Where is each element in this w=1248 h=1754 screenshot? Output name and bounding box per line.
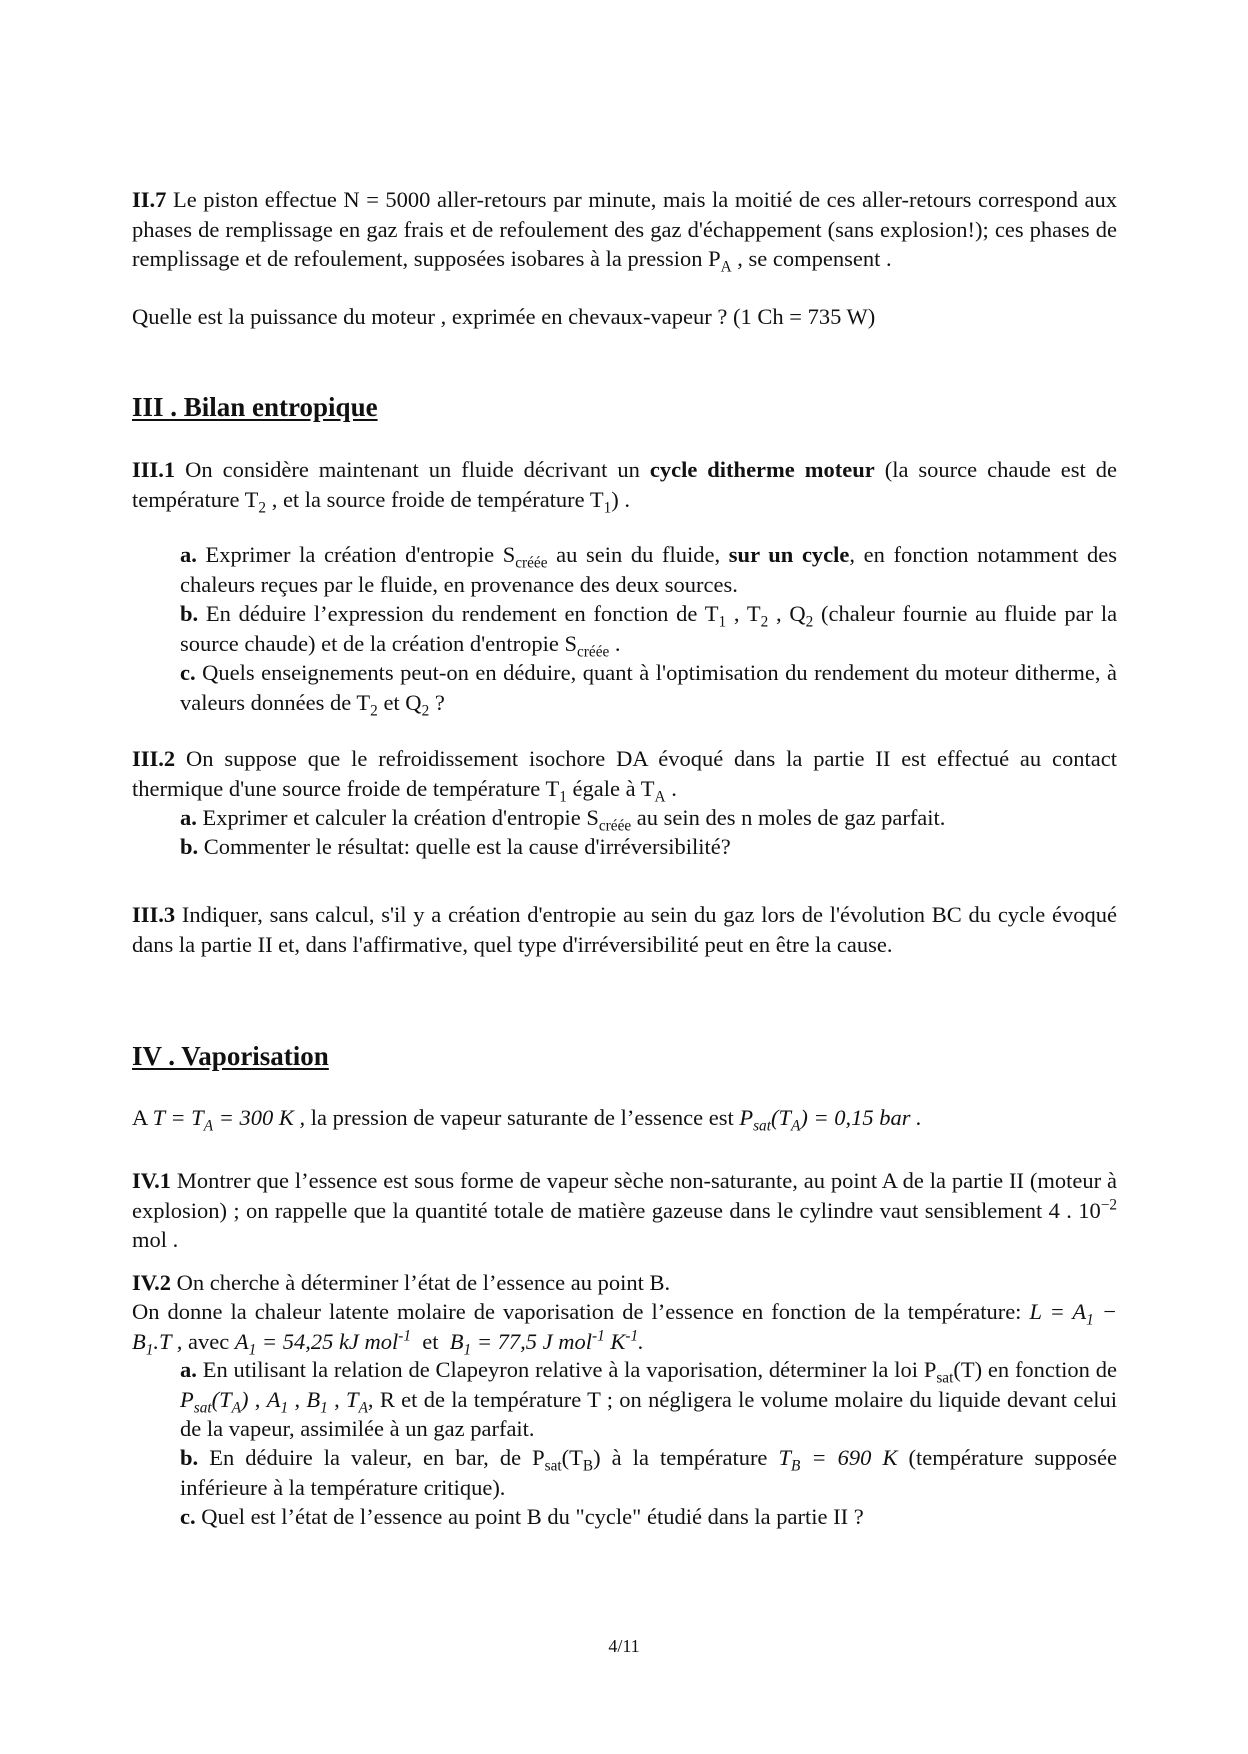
question-text: (T [561, 1445, 583, 1470]
question-text: et [422, 1328, 439, 1354]
formula-text: T [778, 1445, 791, 1470]
section-title-iv: IV . Vaporisation [132, 1041, 329, 1071]
subscript: sat [753, 1117, 771, 1135]
subscript: 1 [1086, 1311, 1094, 1329]
question-text: En déduire l’expression du rendement en fonction de T [205, 601, 719, 626]
formula-text: = 77,5 J mol [476, 1328, 592, 1354]
subquestion-label: b. [180, 834, 199, 859]
subscript: 1 [559, 788, 567, 805]
question-text: , [294, 1386, 301, 1412]
subscript: 2 [421, 702, 430, 719]
formula-text: ) [240, 1386, 249, 1412]
question-text: Exprimer et calculer la création d'entropie S [202, 805, 599, 830]
question-text: , en fonction notamment des chaleurs reçues par le fluide, en provenance des deux sources. [180, 542, 1118, 597]
subscript: 2 [370, 702, 378, 719]
question-label: III.1 [132, 457, 176, 482]
formula-psat-ta [180, 1386, 249, 1416]
question-iv2-data [132, 1297, 1117, 1356]
question-text: Le piston effectue N = 5000 aller-retours par minute, mais la moitié de ces aller-retours correspond aux phases de remplissage en gaz frais et de refoulement des gaz d'échappement (sans explosion!); ces phases de remplissage et de refoulement, supposées isobares à la pression P [132, 187, 1118, 271]
question-text: Quelle est la puissance du moteur , exprimée en chevaux-vapeur ? (1 Ch = 735 W) [132, 304, 876, 329]
question-text: ) à la température [593, 1445, 768, 1470]
subscript: 2 [258, 499, 267, 516]
question-text: En déduire la valeur, en bar, de P [209, 1445, 545, 1470]
formula-b1 [449, 1327, 644, 1358]
formula-text: = 690 K [811, 1445, 898, 1470]
question-text: égale à T [572, 775, 655, 801]
question-text: Quel est l’état de l’essence au point B du "cycle" étudié dans la partie II ? [201, 1504, 864, 1529]
subscript: créée [577, 643, 610, 660]
question-text: . [671, 775, 677, 801]
subscript: créée [515, 554, 548, 572]
question-text: et Q [383, 689, 422, 715]
question-text: , T [733, 601, 761, 626]
question-text: au sein du fluide, [556, 542, 721, 567]
subscript: B [582, 1457, 594, 1475]
subscript: sat [193, 1399, 212, 1416]
formula-text: B [449, 1328, 464, 1354]
intro-text: A [132, 1105, 148, 1130]
formula-text: L = A [1029, 1299, 1087, 1324]
superscript: −2 [1100, 1196, 1117, 1213]
question-text: Exprimer la création d'entropie S [205, 542, 516, 567]
emphasis-text: sur un cycle [728, 542, 850, 567]
question-text: (température supposée inférieure à la température critique). [180, 1445, 1118, 1500]
subscript: sat [544, 1457, 562, 1475]
subquestion-iii1-a [180, 540, 1117, 599]
question-text: . [614, 630, 621, 656]
formula-ta [152, 1105, 306, 1135]
subscript: A [203, 1117, 214, 1135]
formula-text: ) = 0,15 bar . [800, 1105, 922, 1130]
question-text: , se compensent . [737, 246, 892, 271]
formula-tb [778, 1445, 898, 1475]
subscript: 1 [320, 1399, 328, 1416]
question-ii7 [132, 185, 1117, 274]
intro-text: la pression de vapeur saturante de l’essence est [310, 1105, 734, 1130]
subscript: créée [598, 817, 632, 835]
subscript: 1 [145, 1341, 154, 1358]
subquestion-label: b. [180, 601, 199, 626]
formula-a1 [234, 1327, 412, 1358]
question-text: avec [188, 1328, 230, 1354]
formula-text: (T [211, 1386, 232, 1412]
question-iv2 [132, 1268, 1117, 1298]
formula-text: − B [132, 1299, 1118, 1354]
question-ii7-prompt [132, 302, 1117, 332]
subquestion-label: b. [180, 1445, 199, 1470]
question-text: , [254, 1386, 261, 1412]
subquestion-iv2-b [180, 1443, 1117, 1502]
question-text: (chaleur fournie au fluide par la source chaude) et de la création d'entropie S [180, 601, 1118, 656]
formula-text: T [346, 1386, 359, 1412]
formula-b1 [306, 1386, 328, 1416]
subscript: 2 [805, 613, 814, 631]
question-text: On donne la chaleur latente molaire de vaporisation de l’essence en fonction de la température: [132, 1299, 1022, 1324]
formula-text: .T , [153, 1328, 183, 1354]
subscript: A [358, 1399, 368, 1416]
question-text: On suppose que le refroidissement isochore DA évoqué dans la partie II est effectué au contact thermique d'une source froide de température T [132, 746, 1117, 801]
question-text: , Q [775, 601, 806, 626]
question-text: , R et de la température T ; on négligera le volume molaire du liquide devant celui de la vapeur, assimilée à un gaz parfait. [180, 1386, 1118, 1441]
formula-text: A [234, 1328, 249, 1354]
question-text: Quels enseignements peut-on en déduire, quant à l'optimisation du rendement du moteur ditherme, à valeurs données de T [180, 660, 1118, 715]
question-text: , et la source froide de température T [271, 486, 604, 512]
question-text: mol . [132, 1227, 179, 1252]
subquestion-iv2-c [180, 1502, 1117, 1532]
question-text: On considère maintenant un fluide décrivant un [185, 457, 640, 482]
emphasis-text: cycle ditherme moteur [649, 457, 875, 482]
formula-ta [346, 1386, 368, 1416]
subquestion-iv2-a [180, 1355, 1117, 1444]
question-text: ? [434, 689, 445, 715]
formula-text: . [638, 1328, 644, 1354]
formula-text: P [180, 1386, 194, 1412]
page-number: 4/11 [608, 1636, 640, 1656]
subquestion-label: a. [180, 542, 197, 567]
subscript: A [654, 788, 666, 805]
subquestion-iii2-b [180, 832, 1117, 862]
formula-text: K [610, 1328, 626, 1354]
subquestion-label: a. [180, 805, 197, 830]
formula-text: T = T [152, 1105, 204, 1130]
question-text: (la source chaude est de température T [132, 457, 1118, 512]
question-label: IV.2 [132, 1270, 171, 1295]
subscript: 2 [760, 613, 769, 631]
question-iv1 [132, 1166, 1117, 1255]
subscript: A [790, 1117, 801, 1135]
question-iii3 [132, 900, 1117, 959]
question-text: En utilisant la relation de Clapeyron relative à la vaporisation, déterminer la loi P [202, 1357, 937, 1382]
formula-text: = 300 K , [218, 1105, 306, 1130]
subquestion-iii1-c [180, 658, 1117, 717]
subscript: 1 [718, 613, 727, 631]
question-text: Montrer que l’essence est sous forme de vapeur sèche non-saturante, au point A de la partie II (moteur à explosion) ; on rappelle que la quantité totale de matière gazeuse dans le cylindre vaut sensiblement 4 . 10 [132, 1168, 1118, 1223]
question-text: Indiquer, sans calcul, s'il y a création d'entropie au sein du gaz lors de l'évolution BC du cycle évoqué dans la partie II et, dans l'affirmative, quel type d'irréversibilité peut en être la cause. [132, 902, 1118, 957]
question-text: , [334, 1386, 340, 1412]
formula-text: B [306, 1386, 321, 1412]
formula-psat [739, 1105, 922, 1135]
subquestion-label: c. [180, 660, 196, 685]
question-iii1 [132, 455, 1117, 514]
question-text: au sein des n moles de gaz parfait. [636, 805, 946, 830]
question-text: ) . [611, 486, 631, 512]
subquestion-label: a. [180, 1357, 197, 1382]
superscript: -1 [592, 1327, 605, 1344]
subquestion-label: c. [180, 1504, 196, 1529]
superscript: -1 [398, 1327, 412, 1344]
subquestion-iii2-a [180, 803, 1117, 833]
question-label: II.7 [132, 187, 167, 212]
question-label: IV.1 [132, 1168, 171, 1193]
question-text: On cherche à déterminer l’état de l’essence au point B. [176, 1270, 671, 1295]
subquestion-iii1-b [180, 599, 1117, 658]
superscript: -1 [625, 1327, 639, 1344]
formula-text: P [739, 1105, 754, 1130]
formula-a1 [266, 1386, 289, 1416]
question-iii2 [132, 744, 1117, 803]
subscript: 1 [463, 1341, 472, 1358]
subscript: 1 [603, 499, 612, 516]
section-title-iii: III . Bilan entropique [132, 392, 378, 422]
subscript: 1 [280, 1399, 289, 1416]
formula-text: A [266, 1386, 281, 1412]
formula-text: (T [770, 1105, 791, 1130]
question-label: III.2 [132, 746, 176, 771]
question-label: III.3 [132, 902, 176, 927]
subscript: A [231, 1399, 241, 1416]
formula-text: = 54,25 kJ mol [261, 1328, 399, 1354]
question-text: (T) en fonction de [953, 1357, 1117, 1382]
question-text: Commenter le résultat: quelle est la cause d'irréversibilité? [203, 834, 731, 859]
subscript: sat [936, 1369, 954, 1387]
subscript: B [791, 1457, 801, 1475]
subscript: 1 [248, 1341, 257, 1358]
subscript: A [720, 258, 732, 276]
section-iv-intro [132, 1103, 1117, 1133]
